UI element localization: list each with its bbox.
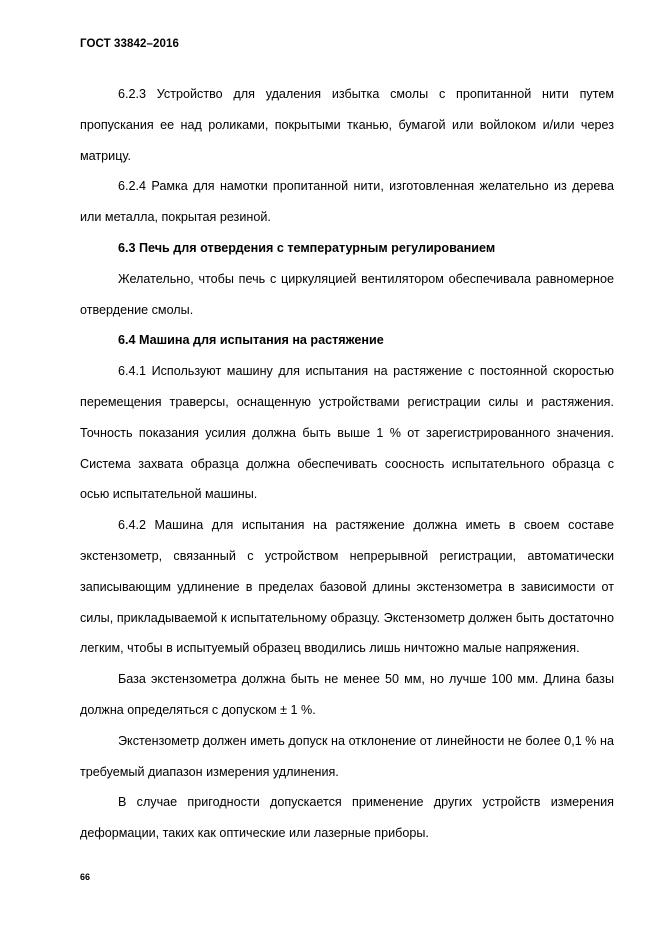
paragraph-other-devices: В случае пригодности допускается применение других устройств измерения деформации, таких как оптические или лазерные приборы. [80, 795, 614, 841]
section-heading-6-3: 6.3 Печь для отвердения с температурным регулированием [118, 240, 496, 255]
section-heading-6-4: 6.4 Машина для испытания на растяжение [118, 333, 384, 348]
paragraph-extensometer-base: База экстензометра должна быть не менее 50 мм, но лучше 100 мм. Длина базы должна определяться с допуском ± 1 %. [80, 672, 614, 717]
document-header: ГОСТ 33842–2016 [80, 38, 180, 50]
paragraph-6-2-3: 6.2.3 Устройство для удаления избытка смолы с пропитанной нити путем пропускания ее над роликами, покрытыми тканью, бумагой или войлоком и/или через матрицу. [80, 87, 614, 163]
paragraph-6-4-2: 6.4.2 Машина для испытания на растяжение должна иметь в своем составе экстензометр, связанный с устройством непрерывной регистрации, автоматически записывающим удлинение в пределах базовой длины экстензометра в зависимости от силы, прикладываемой к испытательному образцу. Экстензометр должен быть достаточно легким, чтобы в испытуемый образец вводились лишь ничтожно малые напряжения. [80, 518, 614, 656]
paragraph-extensometer-tolerance: Экстензометр должен иметь допуск на отклонение от линейности не более 0,1 % на требуемый диапазон измерения удлинения. [80, 733, 614, 779]
paragraph-6-3: Желательно, чтобы печь с циркуляцией вентилятором обеспечивала равномерное отвердение смолы. [80, 271, 614, 317]
paragraph-6-2-4: 6.2.4 Рамка для намотки пропитанной нити, изготовленная желательно из дерева или металла, покрытая резиной. [80, 179, 614, 225]
paragraph-6-4-1: 6.4.1 Используют машину для испытания на растяжение с постоянной скоростью перемещения траверсы, оснащенную устройствами регистрации силы и растяжения. Точность показания усилия должна быть выше 1 % от зарегистрированного значения. Система захвата образца должна обеспечивать соосность испытательного образца с осью испытательной машины. [80, 364, 614, 502]
page-number: 66 [80, 872, 91, 882]
document-body [80, 79, 614, 849]
